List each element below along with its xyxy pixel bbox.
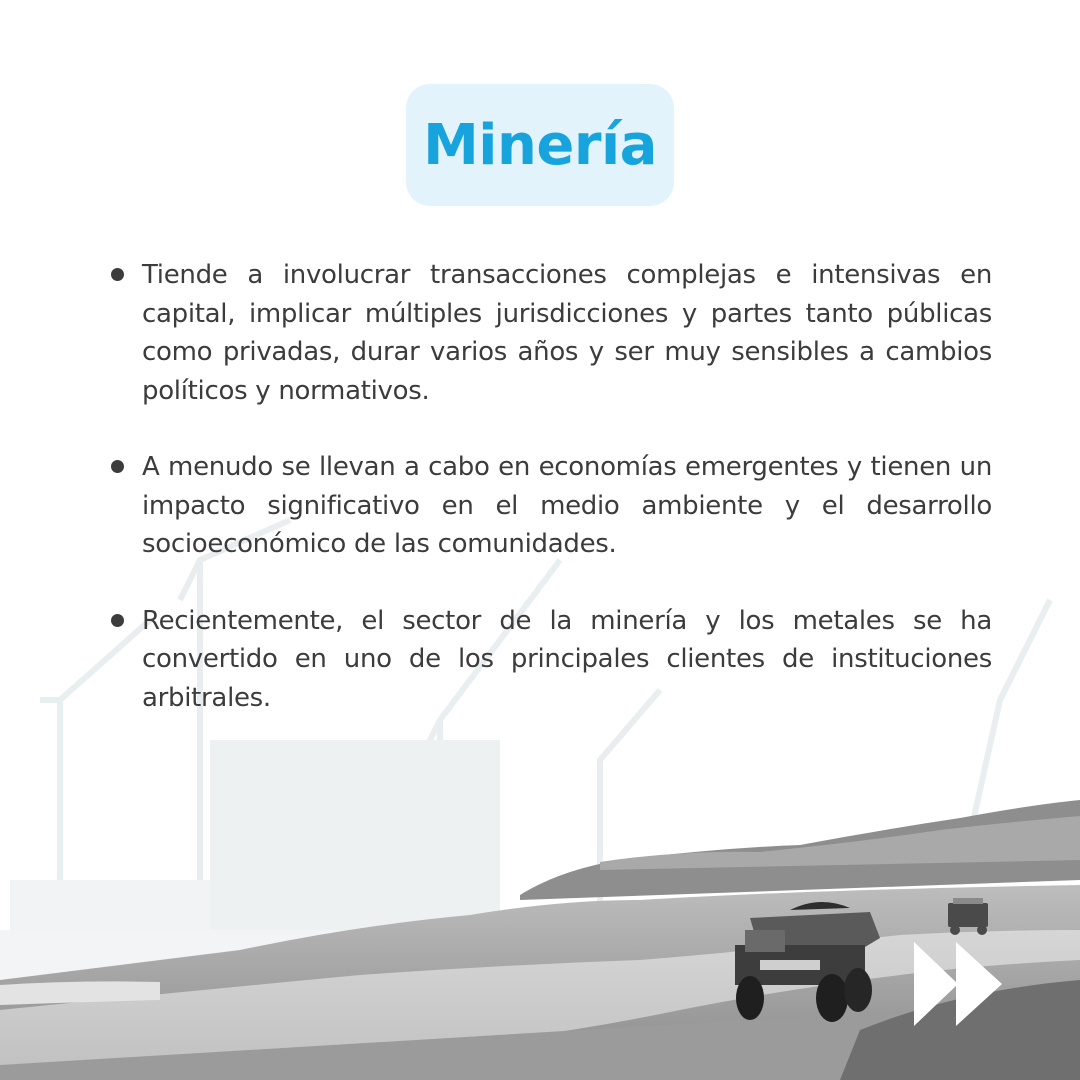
list-item <box>108 602 992 718</box>
bullet-text: A menudo se llevan a cabo en economías emergentes y tienen un impacto significativo en el medio ambiente y el desarrollo socioeconómico de las comunidades. <box>142 452 992 559</box>
bullet-icon <box>111 268 124 281</box>
bullet-icon <box>111 460 124 473</box>
bullet-icon <box>111 614 124 627</box>
double-play-arrow-icon[interactable] <box>912 940 1004 1028</box>
list-item <box>108 448 992 564</box>
list-item <box>108 256 992 410</box>
bullet-text: Recientemente, el sector de la minería y los metales se ha convertido en uno de los principales clientes de instituciones arbitrales. <box>142 605 992 713</box>
building-silhouette <box>210 740 500 940</box>
bullet-list <box>108 256 992 755</box>
bullet-text: Tiende a involucrar transacciones complejas e intensivas en capital, implicar múltiples jurisdicciones y partes tanto públicas como privadas, durar varios años y ser muy sensibles a cambios políticos y normativos. <box>142 260 992 406</box>
page-title: Minería <box>423 112 657 178</box>
